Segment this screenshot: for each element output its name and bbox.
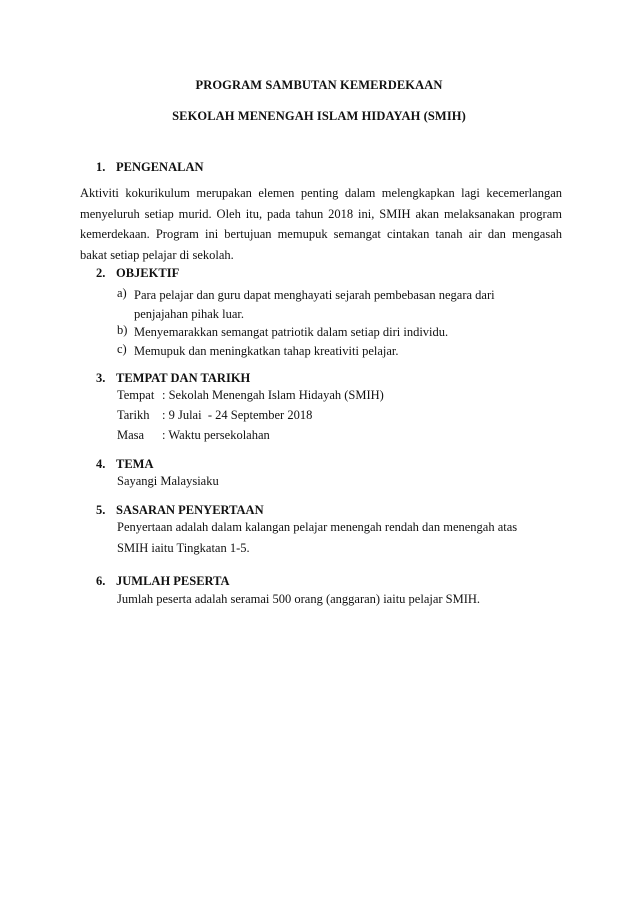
section-body-sasaran-penyertaan: Penyertaan adalah dalam kalangan pelajar menengah rendah dan menengah atas SMIH iaitu Tingkatan 1-5. (117, 520, 518, 555)
document-title: PROGRAM SAMBUTAN KEMERDEKAAN (195, 78, 443, 92)
section-number: 5. (96, 503, 106, 517)
info-label-tempat: Tempat (117, 388, 155, 402)
info-value-tarikh: : 9 Julai - 24 September 2018 (162, 408, 313, 422)
section-title: OBJEKTIF (116, 266, 180, 280)
info-label-masa: Masa (117, 428, 145, 442)
section-number: 3. (96, 371, 106, 385)
section-body-jumlah-peserta: Jumlah peserta adalah seramai 500 orang (anggaran) iaitu pelajar SMIH. (117, 592, 481, 606)
objective-item: Menyemarakkan semangat patriotik dalam setiap diri individu. (134, 325, 449, 339)
section-title: TEMA (116, 457, 154, 471)
section-heading-jumlah-peserta (96, 574, 230, 589)
section-heading-tema (96, 457, 154, 472)
section-body-pengenalan: Aktiviti kokurikulum merupakan elemen penting dalam melengkapkan lagi kecemerlangan menyeluruh setiap murid. Oleh itu, pada tahun 2018 ini, SMIH akan melaksanakan program kemerdekaan. Program ini bertujuan memupuk semangat cintakan tanah air dan mengasah bakat setiap pelajar di sekolah. (80, 186, 562, 262)
section-number: 1. (96, 160, 106, 174)
section-number: 2. (96, 266, 106, 280)
section-heading-sasaran-penyertaan (96, 503, 264, 518)
section-title: JUMLAH PESERTA (116, 574, 230, 588)
info-value-tempat: : Sekolah Menengah Islam Hidayah (SMIH) (162, 388, 384, 402)
section-body-tema: Sayangi Malaysiaku (117, 474, 219, 488)
section-heading-objektif (96, 266, 179, 281)
document-subtitle: SEKOLAH MENENGAH ISLAM HIDAYAH (SMIH) (172, 109, 466, 123)
objective-letter: a) (117, 286, 127, 300)
section-number: 4. (96, 457, 106, 471)
section-title: SASARAN PENYERTAAN (116, 503, 264, 517)
section-title: PENGENALAN (116, 160, 204, 174)
objective-item: Para pelajar dan guru dapat menghayati sejarah pembebasan negara dari penjajahan pihak luar. (134, 288, 495, 321)
info-label-tarikh: Tarikh (117, 408, 150, 422)
info-value-masa: : Waktu persekolahan (162, 428, 270, 442)
objective-letter: c) (117, 342, 127, 356)
section-heading-tempat-dan-tarikh (96, 371, 250, 386)
objective-item: Memupuk dan meningkatkan tahap kreativiti pelajar. (134, 344, 399, 358)
objective-letter: b) (117, 323, 128, 337)
section-number: 6. (96, 574, 106, 588)
section-title: TEMPAT DAN TARIKH (116, 371, 251, 385)
section-heading-pengenalan (96, 160, 204, 175)
